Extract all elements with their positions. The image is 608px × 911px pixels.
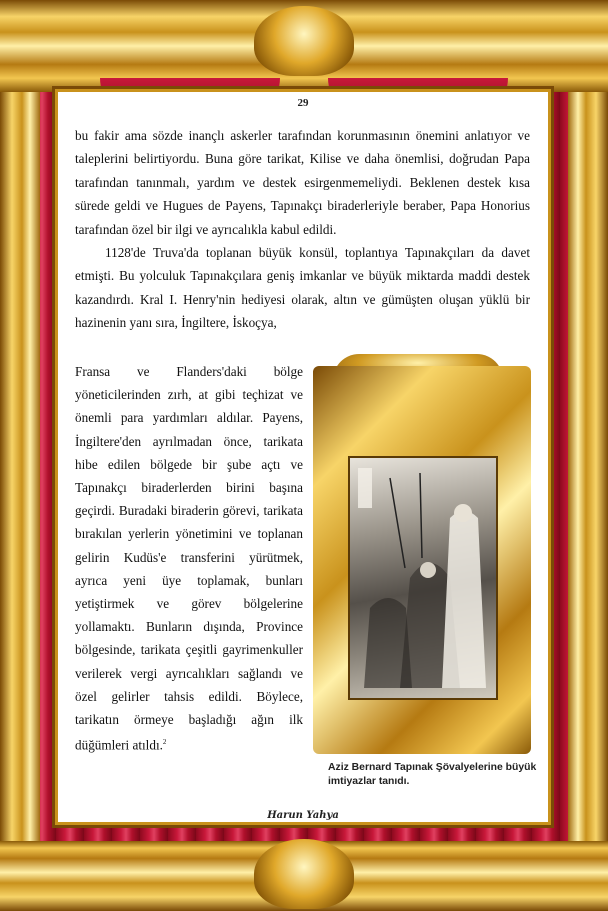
book-page [58, 92, 548, 822]
gold-crest-top [254, 6, 354, 76]
body-text-column [75, 360, 303, 757]
footnote-marker: 2 [162, 738, 167, 747]
body-text-top [75, 124, 530, 335]
engraving-illustration [348, 456, 498, 700]
page-number: 29 [297, 97, 309, 109]
paragraph-2-continued: Fransa ve Flanders'daki bölge yöneticilerinden zırh, at gibi teçhizat ve önemli para yardımları aldılar. Payens, İngiltere'den ayrılmadan önce, tarikata hibe edilen bölgede bir şube açtı ve Tapınakçı biraderlerden birini başına geçirdi. Buradaki biraderin görevi, tarikata bırakılan yerlerin yönetimini ve toplanan gelirin Kudüs'e transferini yürütmek, ayrıca yeni üye toplamak, bunları yetiştirmek ve görev bölgelerine yollamaktı. Bunların dışında, Province bölgesinde, tarikata çeşitli gayrimenkuller verilerek vergi ayrıcalıkları sağlandı ve özel gelirler tahsis edildi. Böylece, tarikatın örmeye başladığı ağın ilk düğümleri atıldı. [75, 364, 303, 753]
paragraph-1: bu fakir ama sözde inançlı askerler tarafından korunmasının önemini anlatıyor ve taleplerini belirtiyordu. Buna göre tarikat, Kilise ve daha önemlisi, doğrudan Papa tarafından tanınmalı, yardım ve destek esirgenmemeliydi. Beklenen destek kısa sürede geldi ve Hugues de Payens, Tapınakçı biraderleriyle beraber, Papa Honorius tarafından özel bir ilgi ve ayrıcalıkla kabul edildi. [75, 128, 530, 237]
gold-frame-left [0, 70, 40, 850]
engraving-figures [350, 458, 496, 698]
paragraph-2: 1128'de Truva'da toplanan büyük konsül, toplantıya Tapınakçıları da davet etmişti. Bu yolculuk Tapınakçılara geniş imkanlar ve büyük miktarda maddi destek kazandırdı. Kral I. Henry'nin hediyesi olarak, altın ve gümüşten oluşan yüklü bir hazinenin yanı sıra, İngiltere, İskoçya, [75, 245, 530, 331]
author-signature: Harun Yahya [267, 810, 339, 821]
image-caption: Aziz Bernard Tapınak Şövalyelerine büyük imtiyazlar tanıdı. [328, 762, 537, 787]
gold-frame-right [568, 70, 608, 850]
gold-crest-bottom [254, 839, 354, 909]
